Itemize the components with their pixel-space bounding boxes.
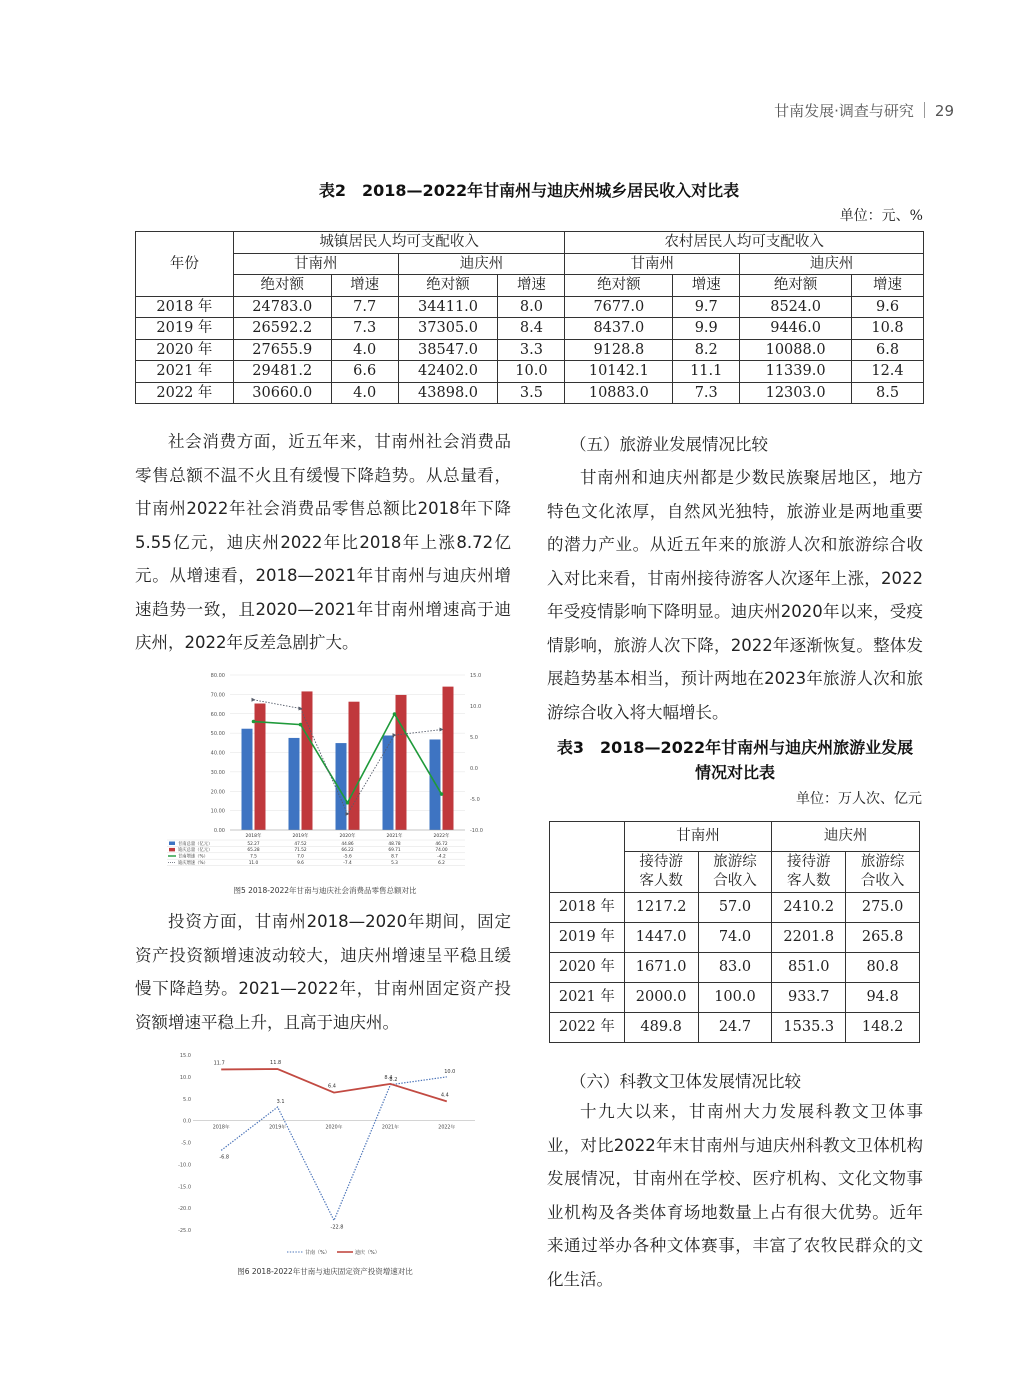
- table3-value-cell: 24.7: [698, 1013, 772, 1043]
- legend-table-value: -4.2: [437, 854, 446, 860]
- table3-row: [550, 893, 920, 923]
- y-left-tick-label: 80.00: [210, 673, 225, 679]
- data-label: 10.0: [444, 1068, 456, 1075]
- table2-year-cell: 2022 年: [136, 382, 234, 404]
- x-tick-label: 2018年: [212, 1125, 230, 1131]
- data-label: 8.2: [389, 1076, 398, 1083]
- table2-row: [136, 339, 924, 361]
- gannan-total-bar: [430, 739, 441, 830]
- tourism-paragraph: [547, 461, 923, 729]
- table3-value-cell: 2000.0: [624, 983, 698, 1013]
- table2-header-growth: 增速: [498, 275, 565, 297]
- table3-value-cell: 489.8: [624, 1013, 698, 1043]
- y-right-tick-label: 0.0: [470, 766, 478, 772]
- header-title: 甘南发展·调查与研究: [774, 102, 914, 120]
- x-tick-label: 2020年: [325, 1125, 343, 1131]
- consumption-paragraph: [135, 425, 511, 660]
- y-right-tick-label: 10.0: [470, 704, 482, 710]
- table2-value-cell: 8.0: [498, 296, 565, 318]
- x-tick-label: 2019年: [269, 1125, 287, 1131]
- y-right-tick-label: -10.0: [470, 828, 483, 834]
- header-divider: [924, 102, 925, 118]
- gannan-growth-point: [393, 712, 397, 716]
- y-tick-label: 15.0: [179, 1053, 191, 1059]
- table2-value-cell: 3.3: [498, 339, 565, 361]
- legend-table-value: 11.0: [248, 861, 259, 866]
- legend-label-diqing: 迪庆（%）: [355, 1250, 380, 1256]
- legend-table-value: 66.22: [341, 848, 354, 854]
- legend-table-value: 69.71: [388, 848, 401, 854]
- table2-row: [136, 382, 924, 404]
- table2-value-cell: 7.3: [673, 382, 740, 404]
- data-label: 11.7: [213, 1060, 225, 1067]
- table3-year-cell: 2018 年: [550, 893, 625, 923]
- table3-value-cell: 148.2: [846, 1013, 920, 1043]
- table3-header-gannan: 甘南州: [624, 822, 772, 852]
- table3-year-cell: 2020 年: [550, 953, 625, 983]
- visitors-header-line2: 客人数: [639, 873, 683, 889]
- table3-header-income: [698, 852, 772, 893]
- table2-value-cell: 4.0: [331, 339, 398, 361]
- diqing-total-bar: [443, 687, 454, 830]
- diqing-total-bar: [349, 702, 360, 830]
- table2-year-cell: 2021 年: [136, 361, 234, 383]
- table2-value-cell: 10.8: [852, 318, 924, 340]
- table2-value-cell: 3.5: [498, 382, 565, 404]
- legend-table-value: 46.72: [435, 841, 448, 847]
- table3: [549, 821, 920, 1043]
- legend-table-value: 7.5: [250, 854, 257, 860]
- table3-header-visitors: [772, 852, 846, 893]
- table3-value-cell: 57.0: [698, 893, 772, 923]
- table3-row: [550, 1013, 920, 1043]
- table2-value-cell: 7.3: [331, 318, 398, 340]
- gannan-growth-point: [252, 720, 256, 724]
- income-header-line2: 合收入: [860, 873, 905, 889]
- page-number: 29: [934, 102, 954, 120]
- income-header-line1: 旅游综: [860, 854, 905, 870]
- data-label: 8.4: [384, 1074, 393, 1081]
- table3-caption-line2: 情况对比表: [694, 763, 775, 782]
- table2-value-cell: 38547.0: [398, 339, 498, 361]
- table2-year-cell: 2020 年: [136, 339, 234, 361]
- table2-value-cell: 8.2: [673, 339, 740, 361]
- y-left-tick-label: 20.00: [210, 789, 225, 796]
- table3-header-income: [846, 852, 920, 893]
- table2-value-cell: 8437.0: [565, 318, 673, 340]
- section5-heading: （五）旅游业发展情况比较: [570, 435, 768, 454]
- table3-value-cell: 851.0: [772, 953, 846, 983]
- table3-year-cell: 2021 年: [550, 983, 625, 1013]
- table2-caption: 表2 2018—2022年甘南州与迪庆州城乡居民收入对比表: [318, 181, 740, 200]
- table3-row: [550, 953, 920, 983]
- diqing-growth-line: [254, 700, 442, 814]
- legend-table-value: -5.6: [343, 854, 352, 860]
- table3-row: [550, 983, 920, 1013]
- legend-table-value: 71.52: [294, 848, 307, 854]
- table2-row: [136, 296, 924, 318]
- y-tick-label: -5.0: [181, 1140, 191, 1147]
- y-left-tick-label: 70.00: [210, 692, 225, 699]
- table2-value-cell: 9.6: [852, 296, 924, 318]
- table2-value-cell: 9.7: [673, 296, 740, 318]
- table2-header-growth: 增速: [331, 275, 398, 297]
- table3-value-cell: 80.8: [846, 953, 920, 983]
- data-label: 3.1: [276, 1099, 285, 1106]
- table2-header-urban: 城镇居民人均可支配收入: [233, 232, 565, 254]
- table3-value-cell: 1447.0: [624, 923, 698, 953]
- figure6-caption: 图6 2018-2022年甘南与迪庆固定资产投资增速对比: [237, 1267, 413, 1276]
- legend-table-value: 9.6: [297, 861, 304, 866]
- table2-value-cell: 6.6: [331, 361, 398, 383]
- investment-text: 投资方面，甘南州2018—2020年期间，固定资产投资额增速波动较大，迪庆州增速呈平稳且缓慢下降趋势。2021—2022年，甘南州固定资产投资额增速平稳上升，且高于迪庆州。: [135, 912, 511, 1032]
- legend-table-value: 8.7: [391, 854, 398, 860]
- legend-swatch: [169, 842, 175, 846]
- table3-year-cell: 2022 年: [550, 1013, 625, 1043]
- y-left-tick-label: 10.00: [210, 808, 225, 815]
- table2-value-cell: 10088.0: [740, 339, 852, 361]
- legend-label-gannan: 甘南（%）: [305, 1250, 330, 1256]
- table3-value-cell: 74.0: [698, 923, 772, 953]
- figure5-caption: 图5 2018-2022年甘南与迪庆社会消费品零售总额对比: [233, 886, 417, 895]
- table2-value-cell: 4.0: [331, 382, 398, 404]
- x-tick-label: 2018年: [245, 834, 262, 839]
- legend-series-name: 甘南总量（亿元）: [178, 841, 213, 847]
- table3-value-cell: 2201.8: [772, 923, 846, 953]
- table2-value-cell: 34411.0: [398, 296, 498, 318]
- table2-value-cell: 12.4: [852, 361, 924, 383]
- table2-value-cell: 7.7: [331, 296, 398, 318]
- table2: [135, 231, 924, 404]
- figure5-chart: [165, 665, 485, 900]
- table2-value-cell: 9446.0: [740, 318, 852, 340]
- legend-table-value: 74.00: [435, 848, 448, 854]
- legend-table-value: 47.52: [294, 841, 307, 847]
- section6-heading: （六）科教文卫体发展情况比较: [570, 1072, 801, 1091]
- income-header-line1: 旅游综: [713, 854, 757, 870]
- table2-value-cell: 29481.2: [233, 361, 331, 383]
- table3-value-cell: 83.0: [698, 953, 772, 983]
- gannan-total-bar: [242, 729, 253, 830]
- data-label: -22.8: [330, 1224, 344, 1231]
- table2-header-diqing: 迪庆州: [398, 253, 565, 275]
- table2-value-cell: 27655.9: [233, 339, 331, 361]
- figure6-chart: [165, 1045, 485, 1265]
- table2-header-rural: 农村居民人均可支配收入: [565, 232, 924, 254]
- science-culture-text: 十九大以来，甘南州大力发展科教文卫体事业，对比2022年末甘南州与迪庆州科教文卫体机构发展情况，甘南州在学校、医疗机构、文化文物事业机构及各类体育场地数量上占有很大优势。近年来通过举办各种文体赛事，丰富了农牧民群众的文化生活。: [547, 1102, 923, 1289]
- diqing-total-bar: [396, 695, 407, 830]
- x-tick-label: 2021年: [381, 1125, 399, 1131]
- gannan-total-bar: [383, 735, 394, 830]
- diqing-total-bar: [302, 691, 313, 830]
- y-right-tick-label: 5.0: [470, 735, 478, 741]
- table3-value-cell: 933.7: [772, 983, 846, 1013]
- gannan-growth-point: [299, 723, 303, 727]
- table2-value-cell: 8.4: [498, 318, 565, 340]
- table3-value-cell: 275.0: [846, 893, 920, 923]
- table2-value-cell: 37305.0: [398, 318, 498, 340]
- table2-year-cell: 2019 年: [136, 318, 234, 340]
- table3-value-cell: 1671.0: [624, 953, 698, 983]
- y-tick-label: -10.0: [178, 1162, 191, 1169]
- table2-row: [136, 361, 924, 383]
- table3-row: [550, 923, 920, 953]
- y-tick-label: 10.0: [179, 1074, 191, 1081]
- legend-series-name: 迪庆增速（%）: [178, 861, 208, 866]
- table3-unit: 单位：万人次、亿元: [796, 791, 922, 807]
- legend-table-value: 44.86: [341, 841, 354, 847]
- table3-value-cell: 265.8: [846, 923, 920, 953]
- table3-value-cell: 1535.3: [772, 1013, 846, 1043]
- table2-value-cell: 9.9: [673, 318, 740, 340]
- table2-value-cell: 10142.1: [565, 361, 673, 383]
- table2-header-abs: 绝对额: [398, 275, 498, 297]
- running-header: [774, 100, 954, 121]
- gannan-investment-line: [221, 1074, 447, 1221]
- table2-value-cell: 24783.0: [233, 296, 331, 318]
- gannan-growth-point: [440, 792, 444, 796]
- y-tick-label: 5.0: [183, 1096, 191, 1103]
- x-tick-label: 2020年: [339, 834, 356, 839]
- table2-header-gannan: 甘南州: [233, 253, 398, 275]
- y-right-tick-label: 15.0: [470, 673, 482, 679]
- table3-value-cell: 94.8: [846, 983, 920, 1013]
- legend-table-value: -7.4: [343, 861, 352, 866]
- gannan-growth-point: [346, 801, 350, 805]
- x-tick-label: 2019年: [292, 834, 309, 839]
- data-label: 4.4: [440, 1092, 449, 1099]
- table3-header-visitors: [624, 852, 698, 893]
- visitors-header-line1: 接待游: [639, 854, 683, 870]
- y-left-tick-label: 60.00: [210, 711, 225, 718]
- x-tick-label: 2022年: [433, 834, 450, 839]
- y-left-tick-label: 50.00: [210, 731, 225, 738]
- x-tick-label: 2022年: [438, 1125, 456, 1131]
- legend-table-value: 48.78: [388, 841, 401, 847]
- y-tick-label: -25.0: [178, 1228, 191, 1234]
- table2-value-cell: 12303.0: [740, 382, 852, 404]
- tourism-text: 甘南州和迪庆州都是少数民族聚居地区，地方特色文化浓厚，自然风光独特，旅游业是两地重要的潜力产业。从近五年来的旅游人次和旅游综合收入对比来看，甘南州接待游客人次逐年上涨，2022年受疫情影响下降明显。迪庆州2020年以来，受疫情影响，旅游人次下降，2022年逐渐恢复。整体发展趋势基本相当，预计两地在2023年旅游人次和旅游综合收入将大幅增长。: [547, 468, 923, 722]
- y-left-tick-label: 40.00: [210, 750, 225, 757]
- y-left-tick-label: 30.00: [210, 769, 225, 776]
- legend-swatch: [169, 848, 175, 852]
- data-label: 11.8: [270, 1060, 282, 1066]
- income-header-line2: 合收入: [713, 873, 757, 889]
- table2-value-cell: 26592.2: [233, 318, 331, 340]
- table3-caption-line1: 表3 2018—2022年甘南州与迪庆州旅游业发展: [556, 738, 914, 757]
- visitors-header-line2: 客人数: [787, 873, 831, 889]
- table2-value-cell: 9128.8: [565, 339, 673, 361]
- table3-value-cell: 1217.2: [624, 893, 698, 923]
- data-label: -6.8: [219, 1154, 230, 1161]
- y-right-tick-label: -5.0: [470, 797, 480, 803]
- table2-header-diqing: 迪庆州: [740, 253, 924, 275]
- table2-value-cell: 10.0: [498, 361, 565, 383]
- gannan-total-bar: [289, 738, 300, 830]
- table2-header-growth: 增速: [673, 275, 740, 297]
- legend-series-name: 迪庆总量（亿元）: [178, 848, 213, 854]
- table3-value-cell: 100.0: [698, 983, 772, 1013]
- table2-value-cell: 6.8: [852, 339, 924, 361]
- legend-table-value: 6.2: [438, 861, 445, 866]
- investment-paragraph: [135, 905, 511, 1039]
- table3-value-cell: 2410.2: [772, 893, 846, 923]
- table2-year-cell: 2018 年: [136, 296, 234, 318]
- table2-value-cell: 8.5: [852, 382, 924, 404]
- table2-header-abs: 绝对额: [233, 275, 331, 297]
- table2-header-abs: 绝对额: [565, 275, 673, 297]
- consumption-text: 社会消费方面，近五年来，甘南州社会消费品零售总额不温不火且有缓慢下降趋势。从总量看，甘南州2022年社会消费品零售总额比2018年下降5.55亿元，迪庆州2022年比2018年上涨8.72亿元。从增速看，2018—2021年甘南州与迪庆州增速趋势一致，且2020—2021年甘南州增速高于迪庆州，2022年反差急剧扩大。: [135, 432, 511, 652]
- table2-value-cell: 42402.0: [398, 361, 498, 383]
- table2-unit: 单位：元、%: [839, 208, 923, 224]
- table2-header-year: 年份: [136, 232, 234, 297]
- table2-header-abs: 绝对额: [740, 275, 852, 297]
- diqing-growth-point: [252, 698, 256, 702]
- gannan-growth-line: [254, 714, 442, 803]
- table3-header-diqing: 迪庆州: [772, 822, 920, 852]
- table2-value-cell: 30660.0: [233, 382, 331, 404]
- legend-table-value: 5.3: [391, 861, 398, 866]
- y-left-tick-label: 0.00: [213, 828, 225, 834]
- legend-series-name: 甘南增速（%）: [178, 854, 208, 860]
- table3-corner: [550, 822, 625, 893]
- y-tick-label: -20.0: [178, 1206, 191, 1213]
- table3-year-cell: 2019 年: [550, 923, 625, 953]
- legend-table-value: 65.28: [247, 848, 260, 854]
- table2-header-growth: 增速: [852, 275, 924, 297]
- table2-value-cell: 7677.0: [565, 296, 673, 318]
- data-label: 6.4: [328, 1083, 336, 1090]
- y-tick-label: 0.0: [183, 1118, 191, 1125]
- science-culture-paragraph: [547, 1095, 923, 1296]
- table2-value-cell: 11.1: [673, 361, 740, 383]
- table2-row: [136, 318, 924, 340]
- visitors-header-line1: 接待游: [787, 854, 831, 870]
- table2-header-gannan: 甘南州: [565, 253, 740, 275]
- table2-value-cell: 10883.0: [565, 382, 673, 404]
- table2-value-cell: 11339.0: [740, 361, 852, 383]
- table2-value-cell: 8524.0: [740, 296, 852, 318]
- legend-table-value: 7.0: [297, 854, 304, 860]
- legend-table-value: 52.27: [247, 841, 260, 847]
- x-tick-label: 2021年: [386, 834, 403, 839]
- y-tick-label: -15.0: [178, 1184, 191, 1191]
- table2-value-cell: 43898.0: [398, 382, 498, 404]
